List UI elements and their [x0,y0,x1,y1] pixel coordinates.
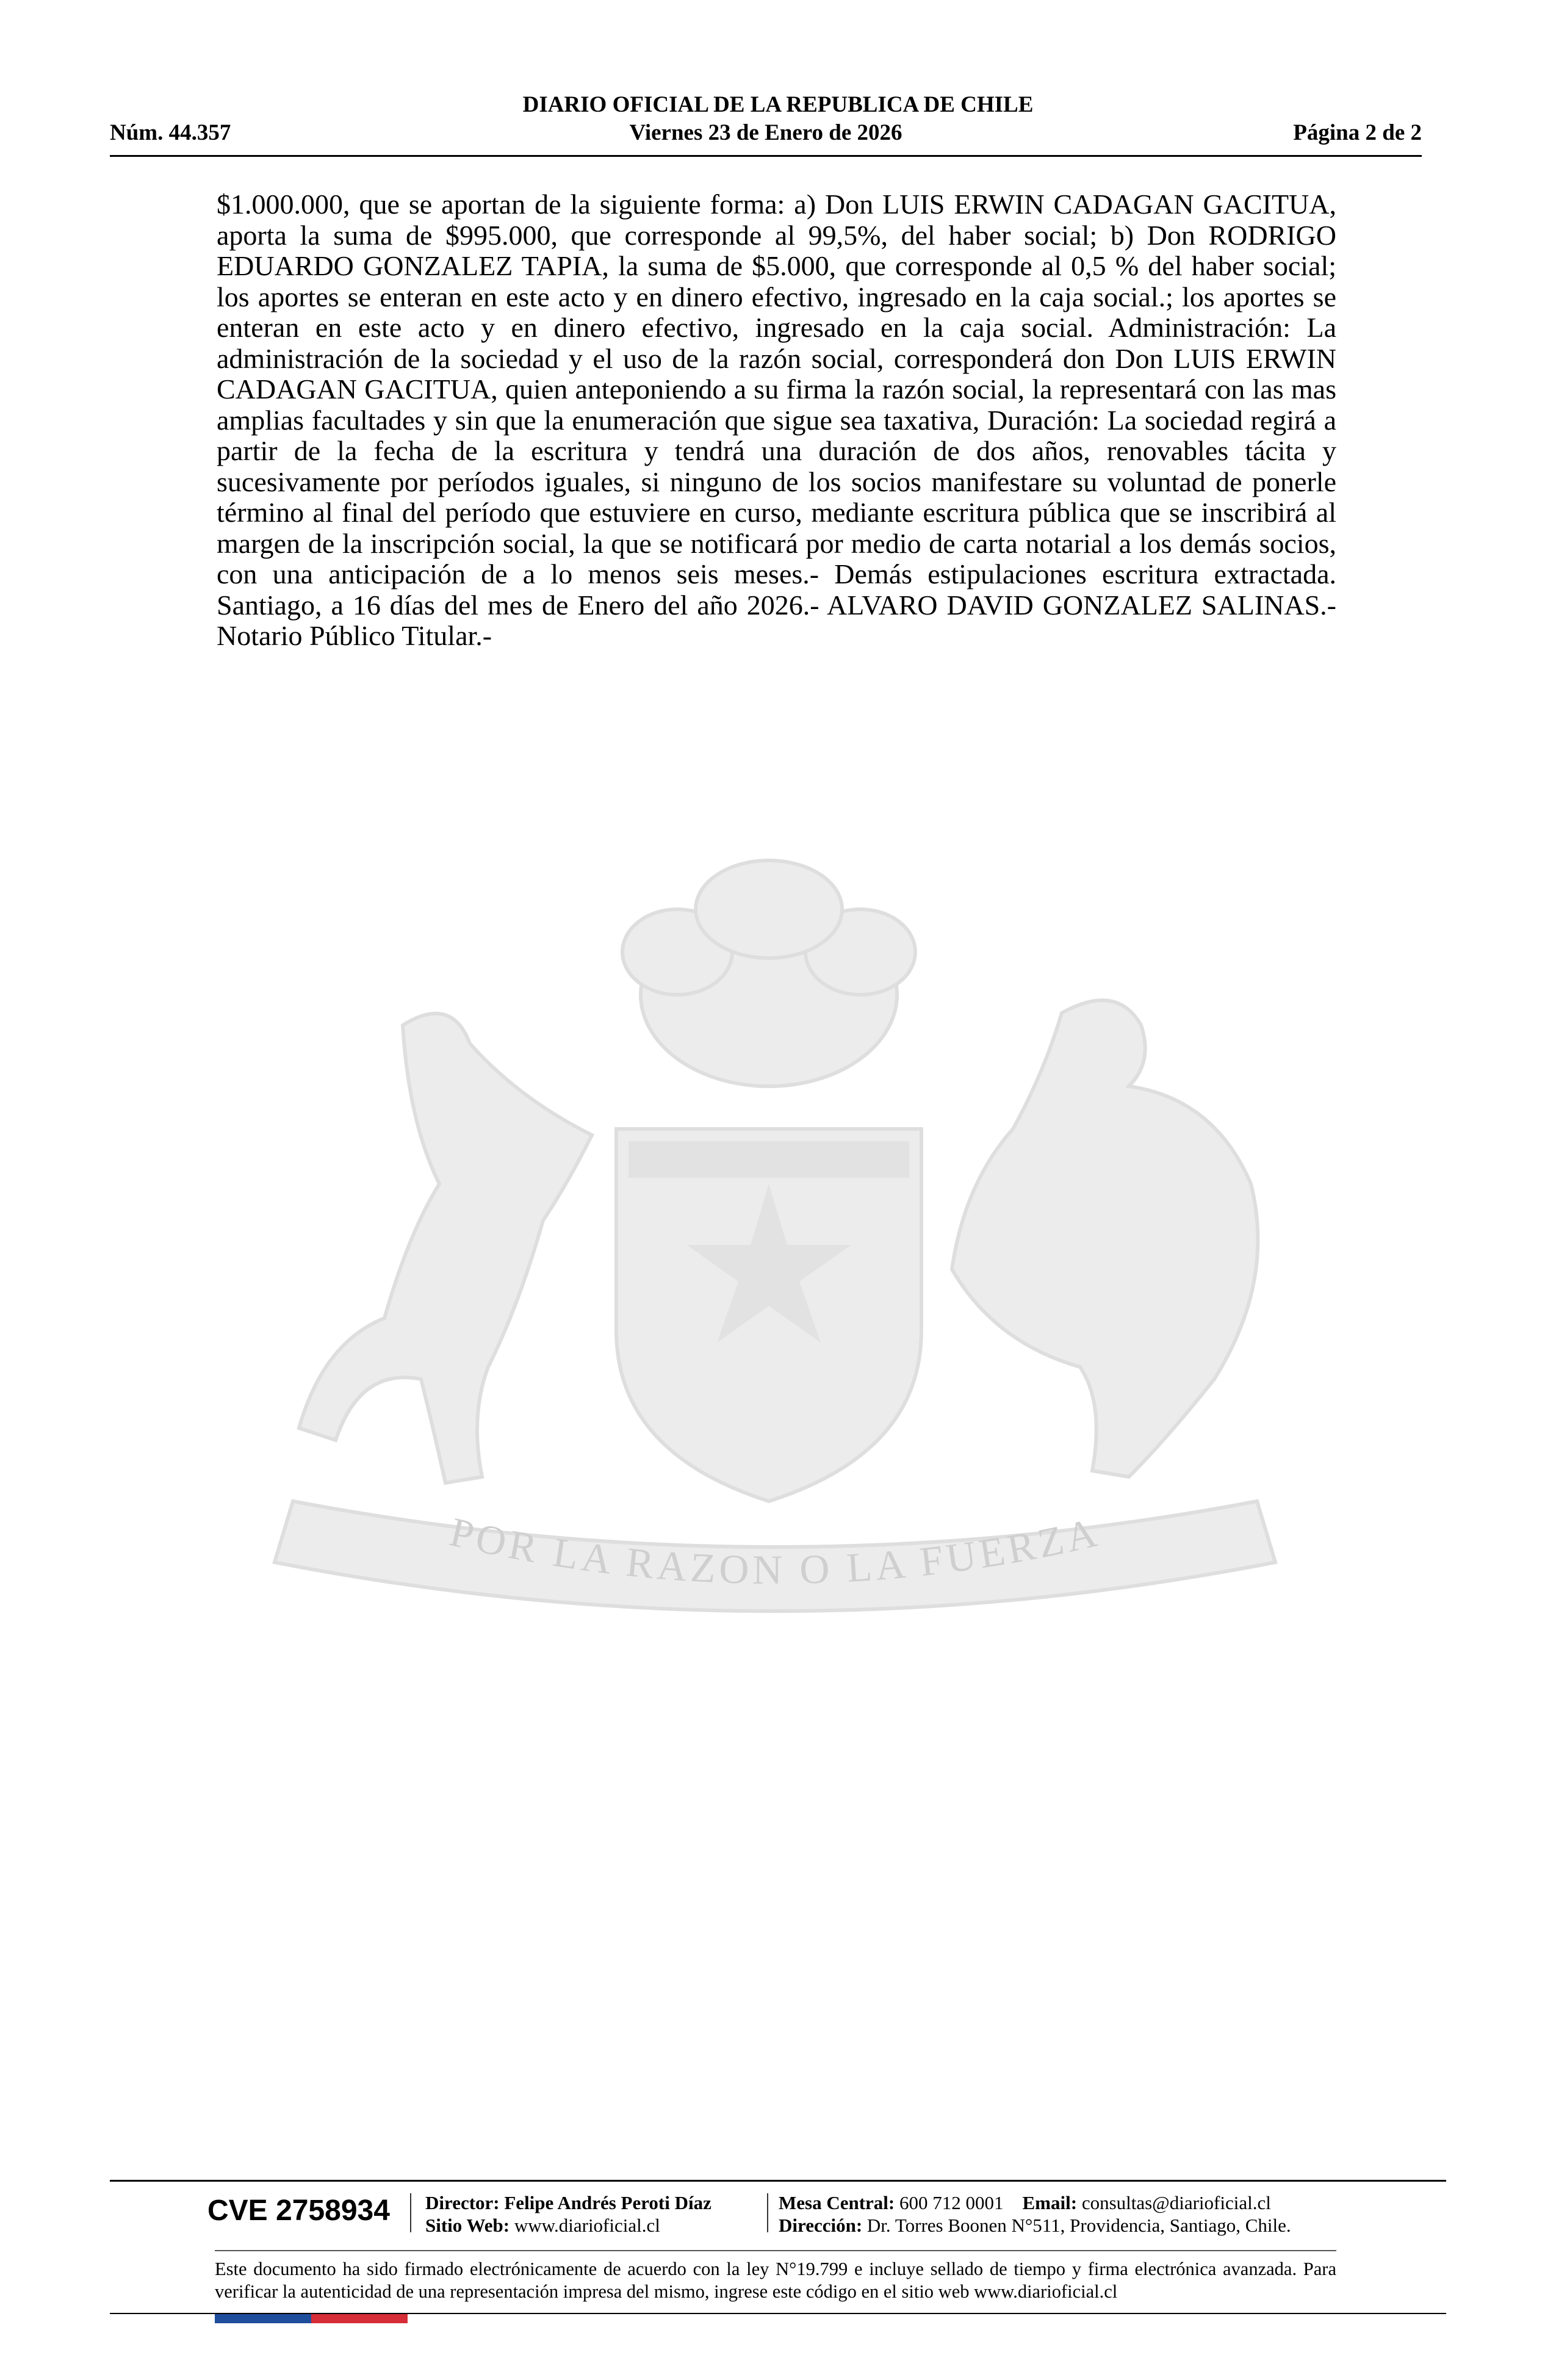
publication-title: DIARIO OFICIAL DE LA REPUBLICA DE CHILE [522,92,1034,117]
director-label: Director: [425,2192,500,2213]
director-name: Felipe Andrés Peroti Díaz [504,2192,711,2213]
website-line [425,2214,660,2237]
issue-number: Núm. 44.357 [110,120,231,145]
address-label: Dirección: [779,2215,863,2236]
page-number: Página 2 de 2 [1293,120,1422,145]
director-line [425,2191,711,2214]
email-label: Email: [1022,2192,1078,2213]
contact-line [779,2191,1271,2214]
footer-separator [767,2193,768,2232]
footer-separator [410,2193,411,2232]
coat-of-arms-watermark [201,842,1349,1666]
extract-body-text: $1.000.000, que se aportan de la siguiente forma: a) Don LUIS ERWIN CADAGAN GACITUA, aporta la suma de $995.000, que corresponde al 99,5%, del haber social; b) Don RODRIGO EDUARDO GONZALEZ TAPIA, la suma de $5.000, que corresponde al 0,5 % del haber social; los aportes se enteran en este acto y en dinero efectivo, ingresado en la caja social.; los aportes se enteran en este acto y en dinero efectivo, ingresado en la caja social. Administración: La administración de la sociedad y el uso de la razón social, corresponderá don Don LUIS ERWIN CADAGAN GACITUA, quien anteponiendo a su firma la razón social, la representará con las mas amplias facultades y sin que la enumeración que sigue sea taxativa, Duración: La sociedad regirá a partir de la fecha de la escritura y tendrá una duración de dos años, renovables tácita y sucesivamente por períodos iguales, si ninguno de los socios manifestare su voluntad de ponerle término al final del período que estuviere en curso, mediante escritura pública que se inscribirá al margen de la inscripción social, la que se notificará por medio de carta notarial a los demás socios, con una anticipación de a lo menos seis meses.- Demás estipulaciones escritura extractada. Santiago, a 16 días del mes de Enero del año 2026.- ALVARO DAVID GONZALEZ SALINAS.- Notario Público Titular.- [217,189,1336,651]
footer-top-divider [110,2180,1446,2182]
address-text: Dr. Torres Boonen N°511, Providencia, Santiago, Chile. [866,2215,1291,2236]
phone-number: 600 712 0001 [899,2192,1004,2213]
cve-code: CVE 2758934 [207,2194,390,2227]
electronic-signature-note: Este documento ha sido firmado electrónicamente de acuerdo con la ley N°19.799 e incluye sellado de tiempo y firma electrónica avanzada. Para verificar la autenticidad de una representación impresa del mismo, ingrese este código en el sitio web www.diarioficial.cl [215,2259,1336,2302]
issue-date: Viernes 23 de Enero de 2026 [629,120,902,145]
address-line [779,2214,1291,2237]
footer-mid-divider [215,2250,1336,2251]
header-divider [110,155,1422,157]
page-header [110,119,1422,147]
website-label: Sitio Web: [425,2215,510,2236]
flag-bar-red [311,2314,408,2323]
email-link[interactable]: consultas@diarioficial.cl [1081,2192,1271,2213]
phone-label: Mesa Central: [779,2192,895,2213]
watermark-motto: POR LA RAZON O LA FUERZA [445,1508,1104,1593]
website-link[interactable]: www.diarioficial.cl [514,2215,660,2236]
flag-bar-blue [215,2314,311,2323]
